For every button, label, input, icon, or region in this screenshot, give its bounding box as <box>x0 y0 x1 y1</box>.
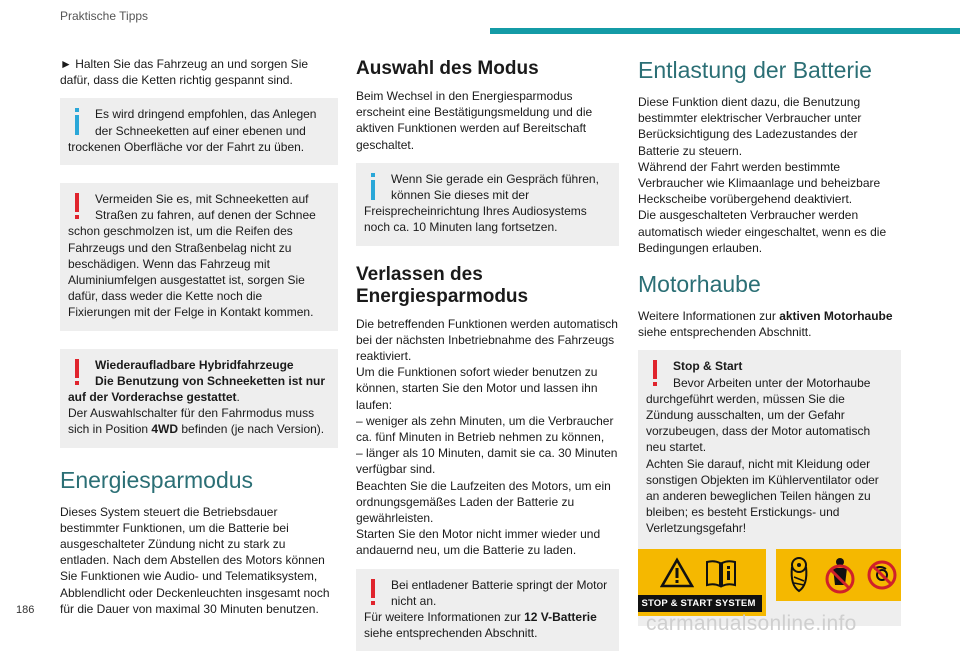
info-box-practice <box>60 98 338 165</box>
warning-exclamation-icon <box>646 359 663 389</box>
warning-box-stop-start <box>638 350 901 625</box>
text-line: Bei entladener Batterie springt der Motor nicht an. <box>391 577 608 608</box>
hybrid-box-text <box>68 357 328 438</box>
list-item: – länger als 10 Minuten, damit sie ca. 30 Minuten verfügbar sind. <box>356 446 618 477</box>
stop-start-title: Stop & Start <box>673 359 743 374</box>
text-line: Um die Funktionen sofort wieder benutzen zu können, starten Sie den Motor und lassen ihn laufen: <box>356 365 598 412</box>
warning-box-melted-snow <box>60 183 338 331</box>
stop-start-pictograms <box>641 549 891 616</box>
mode-4wd: 4WD <box>151 422 179 437</box>
battery-reference: 12 V-Batterie <box>524 610 597 625</box>
active-bonnet-reference: aktiven Motorhaube <box>779 309 893 324</box>
section-heading-bonnet: Motorhaube <box>638 271 761 298</box>
text-fragment: Für weitere Informationen zur <box>364 610 525 625</box>
warning-exclamation-icon <box>364 578 381 608</box>
text-line: Starten Sie den Motor nicht immer wieder und andauernd neu, um die Batterie zu laden. <box>356 527 601 558</box>
text-line: Während der Fahrt werden bestimmte Verbraucher wie Klimaanlage und beheizbare Heckscheibe vorübergehend deaktiviert. <box>638 159 881 207</box>
header-accent-bar <box>490 28 960 34</box>
text-fragment: siehe entsprechenden Abschnitt. <box>364 626 538 641</box>
hybrid-box-title: Wiederaufladbare Hybridfahrzeuge <box>95 357 294 372</box>
warning-exclamation-icon <box>68 192 85 222</box>
no-loose-clothing-icon <box>824 555 856 595</box>
no-hands-fan-icon <box>866 555 898 595</box>
fan-belt-icon <box>784 555 814 595</box>
text-line: Die betreffenden Funktionen werden automatisch bei der nächsten Inbetriebnahme des Fahrzeugs reaktiviert. <box>356 316 618 364</box>
info-box-phone-call <box>356 163 619 246</box>
warning-box-text: Vermeiden Sie es, mit Schneeketten auf Straßen zu fahren, auf denen der Schnee schon geschmolzen ist, um die Reifen des Fahrzeugs und den Straßenbelag nicht zu beschädigen. Wenn das Fahrzeug mit Aluminiumfelgen ausgestattet ist, sorgen Sie dafür, dass weder die Kette noch die Fixierungen mit der Felge in Kontakt kommen. <box>68 192 316 320</box>
list-item: – weniger als zehn Minuten, um die Verbraucher ca. fünf Minuten in Betrieb nehmen zu können, <box>356 413 614 445</box>
text-line: Beachten Sie die Laufzeiten des Motors, um ein ordnungsgemäßes Laden der Batterie zu gewährleisten. <box>356 478 611 526</box>
stop-start-system-label: STOP & START SYSTEM <box>638 595 762 612</box>
hybrid-mode-selector-note <box>68 405 328 437</box>
text-line: Bevor Arbeiten unter der Motorhaube durchgeführt werden, müssen Sie die Zündung ausschalten, um der Gefahr vorzubeugen, dass der Motor automatisch neu startet. <box>646 375 871 455</box>
manual-book-icon <box>704 557 738 589</box>
running-header: Praktische Tipps <box>60 9 149 23</box>
text-fragment: siehe entsprechenden Abschnitt. <box>638 325 812 340</box>
warning-triangle-icon <box>660 557 694 589</box>
bonnet-reference <box>638 308 901 340</box>
text-fragment: Der Auswahlschalter für den Fahrmodus muss sich in Position <box>68 406 315 437</box>
exit-mode-paragraph <box>356 316 619 559</box>
info-box-text: Wenn Sie gerade ein Gespräch führen, können Sie dieses mit der Freisprecheinrichtung Ihres Audiosystems noch ca. 10 Minuten lang fortsetzen. <box>364 171 599 235</box>
warning-box-discharged-battery <box>356 569 619 652</box>
mode-selection-paragraph: Beim Wechsel in den Energiesparmodus erscheint eine Bestätigungsmeldung und die aktiven Funktionen werden auf Bereitschaft geschaltet. <box>356 89 593 152</box>
info-icon <box>364 172 381 202</box>
stop-start-warning-text <box>646 358 891 536</box>
info-box-text: Es wird dringend empfohlen, das Anlegen der Schneeketten auf einer ebenen und trockenen Oberfläche vor der Fahrt zu üben. <box>68 107 317 154</box>
battery-relief-paragraph <box>638 94 901 256</box>
warning-exclamation-icon <box>68 358 85 388</box>
hazard-pictograms <box>776 549 901 601</box>
battery-warning-text <box>364 577 609 642</box>
column-2 <box>356 56 619 669</box>
text-line <box>364 609 609 641</box>
chain-tension-instruction: ► Halten Sie das Fahrzeug an und sorgen Sie dafür, dass die Ketten richtig gespannt sind. <box>60 57 309 88</box>
energy-saving-paragraph: Dieses System steuert die Betriebsdauer bestimmter Funktionen, um die Batterie bei ausgeschalteter Zündung nicht zu stark zu entladen. Nach dem Abstellen des Motors können Sie Funktionen wie Audio- und Telematiksystem, Abblendlicht oder Deckenleuchten insgesamt noch für die Dauer von maximal 30 Minuten benutzen. <box>60 504 330 616</box>
watermark: carmanualsonline.info <box>646 612 857 635</box>
subheading-exit-energy-saving: Verlassen des Energiesparmodus <box>356 263 529 307</box>
warning-box-hybrid <box>60 349 338 448</box>
section-heading-energy-saving: Energiesparmodus <box>60 466 254 493</box>
subheading-mode-selection: Auswahl des Modus <box>356 58 539 79</box>
text-line: Achten Sie darauf, nicht mit Kleidung oder sonstigen Objekten im Kühlerventilator oder an anderen beweglichen Teilen hängen zu bleiben; es besteht Erstickungs- und Verletzungsgefahr! <box>646 456 879 536</box>
text-fragment: Weitere Informationen zur <box>638 309 780 324</box>
hybrid-front-axle-note: Die Benutzung von Schneeketten ist nur auf der Vorderachse gestattet <box>68 373 326 405</box>
column-1 <box>60 56 338 627</box>
column-3 <box>638 56 901 644</box>
text-line: Die ausgeschalteten Verbraucher werden automatisch wieder eingeschaltet, wenn es die Bedingungen erlauben. <box>638 208 887 255</box>
text-fragment: befinden (je nach Version). <box>178 422 325 437</box>
pictogram-row <box>660 555 738 591</box>
section-heading-battery-relief: Entlastung der Batterie <box>638 57 872 83</box>
stop-start-label-group <box>638 549 766 616</box>
page-number: 186 <box>16 604 35 616</box>
text-line: Diese Funktion dient dazu, die Benutzung bestimmter elektrischer Verbraucher unter Berücksichtigung des Ladezustandes der Batterie zu steuern. <box>638 95 862 158</box>
punctuation: . <box>236 390 240 405</box>
info-icon <box>68 107 85 137</box>
